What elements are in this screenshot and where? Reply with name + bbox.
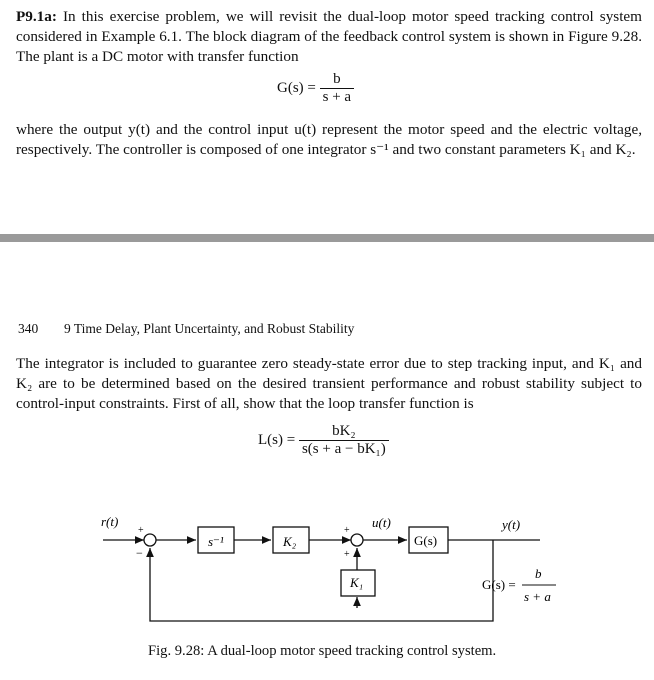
- problem-text-intro: In this exercise problem, we will revisit the dual-loop motor speed tracking control system considered in Example 6.1. The block diagram of the feedback control system is shown in Figure 9.28. The plant is a DC motor with transfer function: [16, 8, 642, 65]
- sum1-minus-sign: −: [136, 546, 143, 560]
- plant-eq-lhs: G(s) =: [482, 577, 516, 592]
- control-label: u(t): [372, 515, 391, 530]
- eq-G-numerator: b: [333, 71, 341, 87]
- K1-label: K₁: [350, 575, 364, 590]
- eq-G-lhs: G(s) =: [277, 79, 316, 96]
- integrator-label: s⁻¹: [208, 534, 224, 549]
- K2-label: K₂: [283, 534, 297, 549]
- figure-caption: Fig. 9.28: A dual-loop motor speed tracking control system.: [148, 643, 497, 659]
- summing-junction-1: [144, 534, 156, 546]
- sum2-plus-top: +: [344, 525, 350, 536]
- sum2-plus-bottom: +: [344, 549, 350, 560]
- plant-eq-denominator: s + a: [524, 589, 551, 604]
- eq-L-numerator: bK₂: [332, 423, 356, 439]
- eq-L-lhs: L(s) =: [258, 431, 296, 448]
- problem-label: P9.1a:: [16, 8, 57, 25]
- plant-label: G(s): [414, 533, 438, 548]
- output-label: y(t): [502, 517, 521, 532]
- eq-L-denominator: s(s + a − bK₁): [299, 440, 389, 458]
- running-head-title: 9 Time Delay, Plant Uncertainty, and Robust Stability: [64, 321, 355, 336]
- sum1-plus-sign: +: [138, 525, 144, 536]
- problem-text-definitions: where the output y(t) and the control input u(t) represent the motor speed and the electric voltage, respectively. The controller is composed of one integrator s⁻¹ and two constant parameters K₁ and K₂.: [16, 121, 642, 158]
- input-label: r(t): [101, 514, 119, 529]
- summing-junction-2: [351, 534, 363, 546]
- plant-eq-numerator: b: [535, 566, 542, 581]
- book-paragraph-text: The integrator is included to guarantee zero steady-state error due to step tracking input, and K₁ and K₂ are to be determined based on the desired transient performance and robust stability subject to control-input constraints. First of all, show that the loop transfer function is: [16, 355, 642, 412]
- page-number: 340: [18, 321, 39, 336]
- eq-G-denominator: s + a: [320, 88, 354, 106]
